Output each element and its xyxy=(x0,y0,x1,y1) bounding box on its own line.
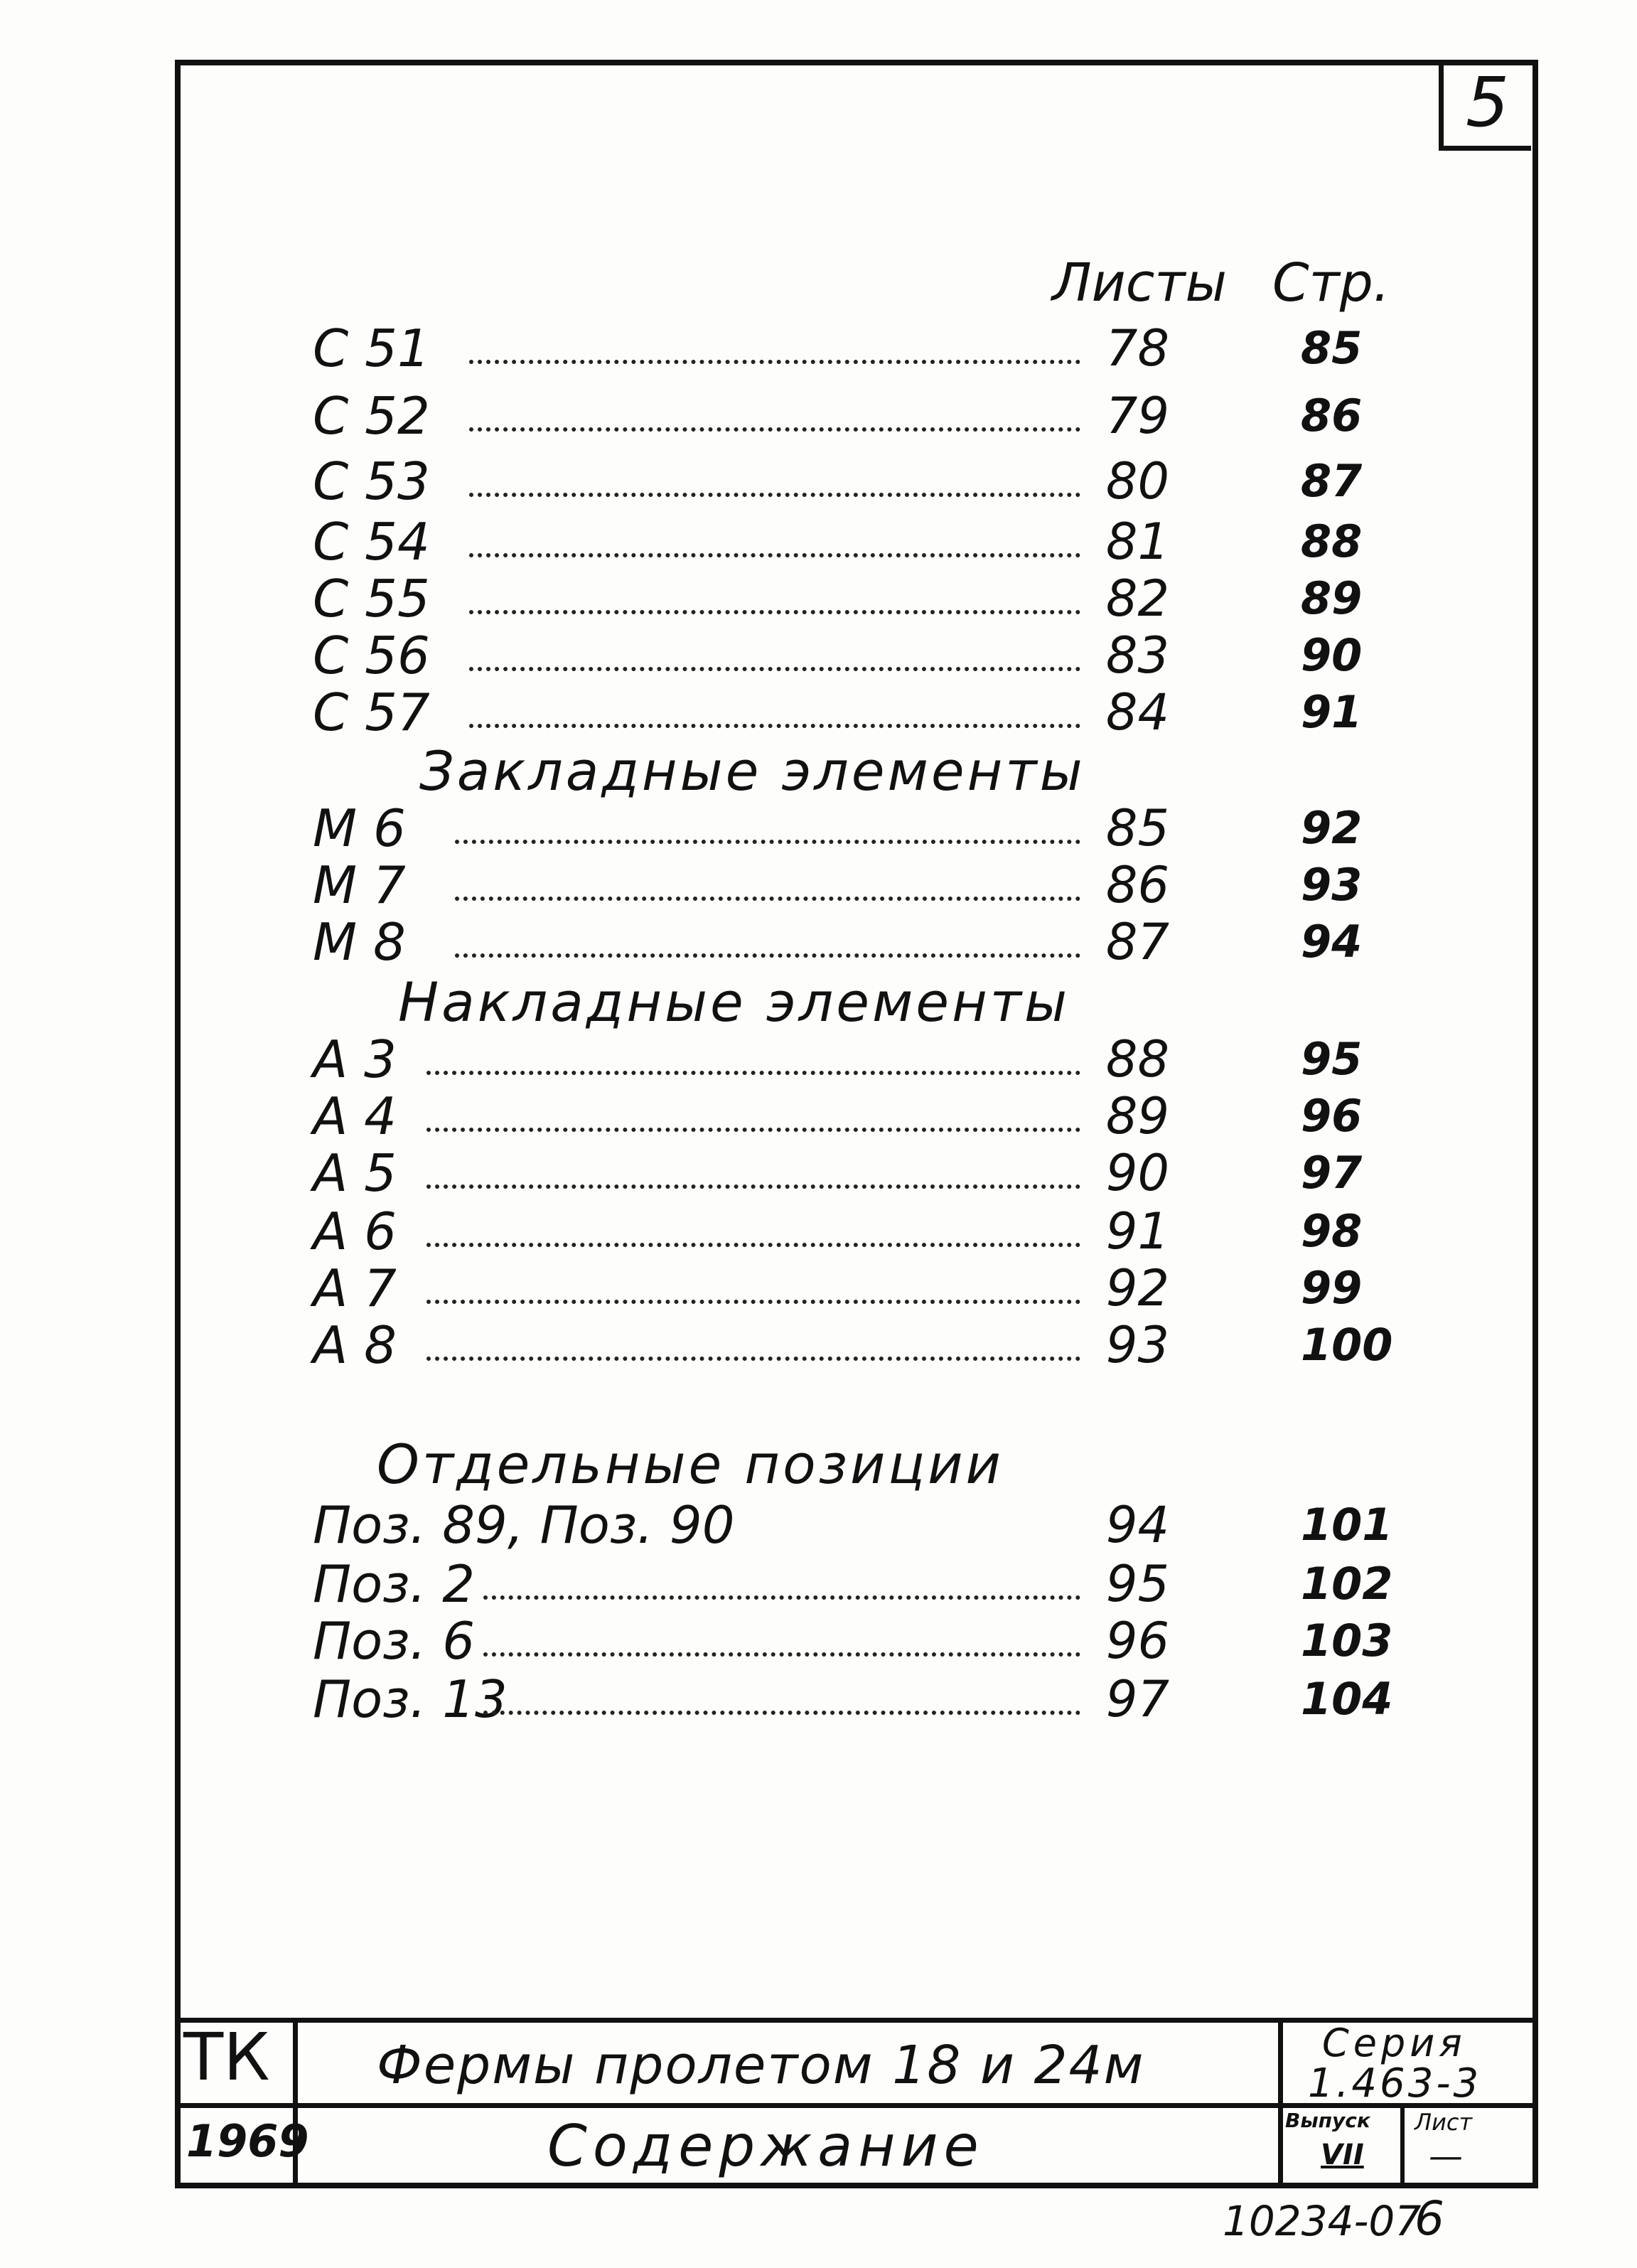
item-page: 98 xyxy=(1301,1205,1363,1257)
list-item xyxy=(313,1612,1422,1669)
drawing-title: Фермы пролетом 18 и 24м xyxy=(377,2035,1145,2096)
item-page: 92 xyxy=(1301,802,1363,854)
list-item xyxy=(313,800,1422,857)
item-sheet: 78 xyxy=(1105,319,1169,378)
leader-dots xyxy=(426,1243,1080,1247)
item-code: Поз. 89, Поз. 90 xyxy=(313,1495,735,1555)
list-item xyxy=(313,1031,1422,1088)
item-page: 97 xyxy=(1301,1147,1363,1199)
leader-dots xyxy=(469,553,1080,557)
leader-dots xyxy=(455,897,1080,901)
leader-dots xyxy=(469,667,1080,671)
item-sheet: 86 xyxy=(1105,856,1169,914)
list-item xyxy=(313,1260,1422,1317)
drawing-subtitle: Содержание xyxy=(547,2113,984,2179)
leader-dots xyxy=(426,1184,1080,1189)
series-value: 1.463-3 xyxy=(1308,2060,1482,2107)
item-code: А 8 xyxy=(313,1315,397,1375)
leader-dots xyxy=(469,493,1080,497)
item-code: А 7 xyxy=(313,1258,397,1318)
item-code: А 4 xyxy=(313,1086,397,1146)
item-page: 88 xyxy=(1301,515,1363,567)
leader-dots xyxy=(483,1711,1080,1715)
item-page: 85 xyxy=(1301,322,1363,374)
list-item xyxy=(313,627,1422,684)
year: 1969 xyxy=(186,2115,309,2167)
column-header-pages: Стр. xyxy=(1272,252,1390,314)
list-item xyxy=(313,1317,1422,1374)
section-title: Накладные элементы xyxy=(398,970,1070,1034)
item-sheet: 91 xyxy=(1105,1202,1169,1261)
item-page: 100 xyxy=(1301,1319,1393,1371)
item-page: 90 xyxy=(1301,629,1363,681)
issue-label: Выпуск xyxy=(1285,2109,1370,2132)
leader-dots xyxy=(469,360,1080,364)
title-block-divider xyxy=(1278,2018,1283,2188)
item-code: С 55 xyxy=(313,569,430,628)
item-code: А 3 xyxy=(313,1029,397,1089)
item-page: 96 xyxy=(1301,1090,1363,1142)
item-code: С 51 xyxy=(313,319,430,378)
item-code: А 5 xyxy=(313,1143,397,1203)
leader-dots xyxy=(426,1071,1080,1075)
leader-dots xyxy=(426,1128,1080,1132)
item-sheet: 84 xyxy=(1105,683,1169,742)
item-sheet: 88 xyxy=(1105,1030,1169,1088)
item-sheet: 87 xyxy=(1105,913,1169,971)
item-sheet: 85 xyxy=(1105,799,1169,857)
item-sheet: 83 xyxy=(1105,626,1169,685)
list-item xyxy=(313,453,1422,510)
item-sheet: 97 xyxy=(1105,1670,1169,1728)
list-item xyxy=(313,857,1422,914)
sheet-value: — xyxy=(1429,2136,1463,2176)
item-code: С 52 xyxy=(313,386,430,446)
list-item xyxy=(313,1203,1422,1260)
item-sheet: 79 xyxy=(1105,387,1169,445)
series-label: Серия xyxy=(1322,2021,1466,2065)
item-page: 91 xyxy=(1301,686,1363,738)
item-code: Поз. 6 xyxy=(313,1611,476,1671)
item-code: М 7 xyxy=(313,855,406,915)
item-page: 103 xyxy=(1301,1615,1393,1667)
leader-dots xyxy=(483,1652,1080,1657)
leader-dots xyxy=(483,1595,1080,1600)
item-code: М 6 xyxy=(313,798,406,858)
item-code: С 56 xyxy=(313,626,430,685)
sheet-label: Лист xyxy=(1415,2109,1473,2136)
item-code: С 57 xyxy=(313,683,430,742)
item-sheet: 93 xyxy=(1105,1316,1169,1374)
section-title: Отдельные позиции xyxy=(377,1433,1004,1496)
item-sheet: 80 xyxy=(1105,452,1169,510)
item-sheet: 95 xyxy=(1105,1555,1169,1613)
section-title: Закладные элементы xyxy=(419,739,1085,803)
leader-dots xyxy=(455,840,1080,844)
leader-dots xyxy=(469,724,1080,728)
page-number-box: 5 xyxy=(1439,63,1531,151)
list-item xyxy=(313,570,1422,627)
footer-page: 6 xyxy=(1415,2191,1444,2246)
list-item xyxy=(313,1145,1422,1202)
item-code: С 53 xyxy=(313,451,430,511)
list-item xyxy=(313,1671,1422,1728)
list-item xyxy=(313,320,1422,377)
item-code: А 6 xyxy=(313,1202,397,1261)
org-code: ТК xyxy=(183,2019,270,2095)
item-code: С 54 xyxy=(313,512,430,572)
leader-dots xyxy=(469,427,1080,432)
item-page: 93 xyxy=(1301,859,1363,911)
item-page: 101 xyxy=(1301,1499,1393,1551)
item-sheet: 81 xyxy=(1105,513,1169,571)
item-page: 94 xyxy=(1301,916,1363,968)
item-sheet: 90 xyxy=(1105,1144,1169,1202)
list-item xyxy=(313,914,1422,970)
list-item xyxy=(313,1556,1422,1612)
leader-dots xyxy=(455,953,1080,958)
item-sheet: 89 xyxy=(1105,1087,1169,1145)
item-page: 99 xyxy=(1301,1262,1363,1314)
title-block-divider xyxy=(1400,2103,1405,2188)
item-code: М 8 xyxy=(313,912,406,972)
leader-dots xyxy=(426,1300,1080,1304)
leader-dots xyxy=(469,610,1080,614)
item-page: 95 xyxy=(1301,1033,1363,1085)
list-item xyxy=(313,513,1422,570)
item-code: Поз. 2 xyxy=(313,1554,476,1614)
item-code: Поз. 13 xyxy=(313,1669,508,1729)
issue-value: VII xyxy=(1321,2139,1364,2171)
item-sheet: 96 xyxy=(1105,1612,1169,1670)
list-item xyxy=(313,1088,1422,1145)
document-number: 10234-07 xyxy=(1223,2197,1422,2245)
leader-dots xyxy=(426,1357,1080,1361)
item-page: 87 xyxy=(1301,455,1363,507)
item-sheet: 82 xyxy=(1105,569,1169,628)
item-page: 104 xyxy=(1301,1673,1393,1725)
item-sheet: 92 xyxy=(1105,1259,1169,1317)
item-page: 86 xyxy=(1301,390,1363,442)
list-item xyxy=(313,387,1422,444)
item-page: 89 xyxy=(1301,572,1363,624)
item-sheet: 94 xyxy=(1105,1496,1169,1554)
list-item xyxy=(313,684,1422,741)
column-header-sheets: Листы xyxy=(1052,252,1227,314)
item-page: 102 xyxy=(1301,1558,1393,1610)
list-item xyxy=(313,1497,1422,1553)
